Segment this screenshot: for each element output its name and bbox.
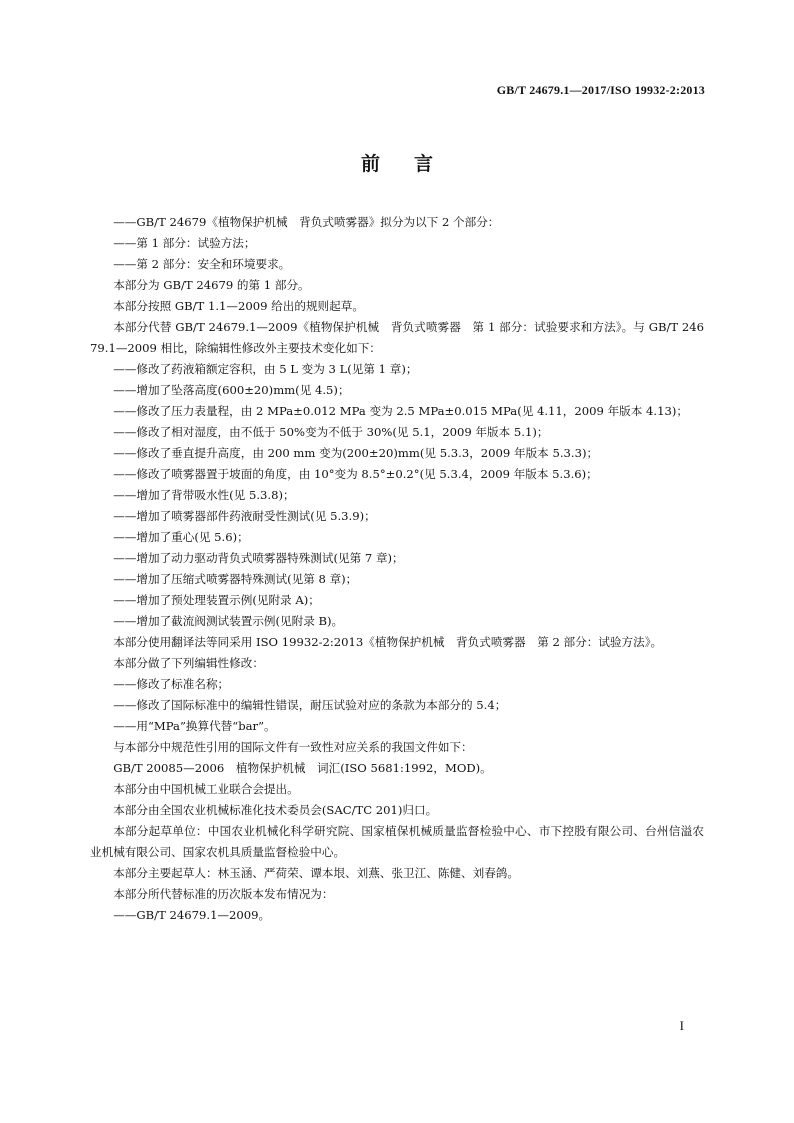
list-item: ——修改了相对湿度，由不低于 50%变为不低于 30%(见 5.1，2009 年版本 5.1)；	[113, 425, 549, 439]
list-item: ——修改了药液箱额定容积，由 5 L 变为 3 L(见第 1 章)；	[113, 362, 418, 376]
paragraph: 本部分由全国农业机械标准化技术委员会(SAC/TC 201)归口。	[113, 803, 438, 817]
list-item: ——修改了国际标准中的编辑性错误，耐压试验对应的条款为本部分的 5.4；	[113, 698, 507, 712]
paragraph: 本部分使用翻译法等同采用 ISO 19932-2:2013《植物保护机械 背负式喷雾器 第 2 部分：试验方法》。	[113, 635, 663, 649]
list-item: ——第 2 部分：安全和环境要求。	[113, 257, 291, 271]
list-item: ——增加了压缩式喷雾器特殊测试(见第 8 章)；	[113, 572, 358, 586]
paragraph: 本部分起草单位：中国农业机械化科学研究院、国家植保机械质量监督检验中心、市下控股有限公司、台州信溢农业机械有限公司、国家农机具质量监督检验中心。	[90, 824, 704, 859]
paragraph: 本部分为 GB/T 24679 的第 1 部分。	[113, 278, 310, 292]
list-item: ——增加了预处理装置示例(见附录 A)；	[113, 593, 320, 607]
paragraph: 本部分做了下列编辑性修改：	[113, 656, 264, 670]
list-item: ——增加了重心(见 5.6)；	[113, 530, 249, 544]
list-item: ——修改了喷雾器置于坡面的角度，由 10°变为 8.5°±0.2°(见 5.3.4，2009 年版本 5.3.6)；	[113, 467, 598, 481]
page-number: I	[679, 1018, 684, 1033]
paragraph: 本部分代替 GB/T 24679.1—2009《植物保护机械 背负式喷雾器 第 1 部分：试验要求和方法》。与 GB/T 24679.1—2009 相比，除编辑性修改外主要技术变化如下：	[90, 320, 704, 355]
list-item: ——第 1 部分：试验方法；	[113, 236, 256, 250]
foreword-body	[90, 212, 704, 926]
list-item: ——增加了截流阀测试装置示例(见附录 B)。	[113, 614, 344, 628]
list-item: ——用“MPa”换算代替“bar”。	[113, 719, 276, 733]
paragraph: GB/T 20085—2006 植物保护机械 词汇(ISO 5681:1992，MOD)。	[113, 761, 492, 775]
list-item: ——增加了喷雾器部件药液耐受性测试(见 5.3.9)；	[113, 509, 376, 523]
list-item: ——增加了坠落高度(600±20)mm(见 4.5)；	[113, 383, 350, 397]
list-item: ——修改了压力表量程，由 2 MPa±0.012 MPa 变为 2.5 MPa±0.015 MPa(见 4.11，2009 年版本 4.13)；	[113, 404, 688, 418]
standard-code: GB/T 24679.1—2017/ISO 19932-2:2013	[496, 83, 705, 97]
page-title: 前言	[360, 153, 467, 175]
paragraph: 本部分主要起草人：林玉涵、严荷荣、谭本垠、刘燕、张卫江、陈健、刘春鸽。	[113, 866, 519, 880]
list-item: ——修改了标准名称；	[113, 677, 230, 691]
list-item: ——GB/T 24679《植物保护机械 背负式喷雾器》拟分为以下 2 个部分：	[113, 215, 500, 229]
paragraph: 与本部分中规范性引用的国际文件有一致性对应关系的我国文件如下：	[113, 740, 473, 754]
paragraph: 本部分所代替标准的历次版本发布情况为：	[113, 887, 334, 901]
list-item: ——增加了背带吸水性(见 5.3.8)；	[113, 488, 295, 502]
paragraph: 本部分由中国机械工业联合会提出。	[113, 782, 299, 796]
list-item: ——修改了垂直提升高度，由 200 mm 变为(200±20)mm(见 5.3.3，2009 年版本 5.3.3)；	[113, 446, 599, 460]
list-item: ——增加了动力驱动背负式喷雾器特殊测试(见第 7 章)；	[113, 551, 404, 565]
list-item: ——GB/T 24679.1—2009。	[113, 908, 271, 922]
paragraph: 本部分按照 GB/T 1.1—2009 给出的规则起草。	[113, 299, 364, 313]
